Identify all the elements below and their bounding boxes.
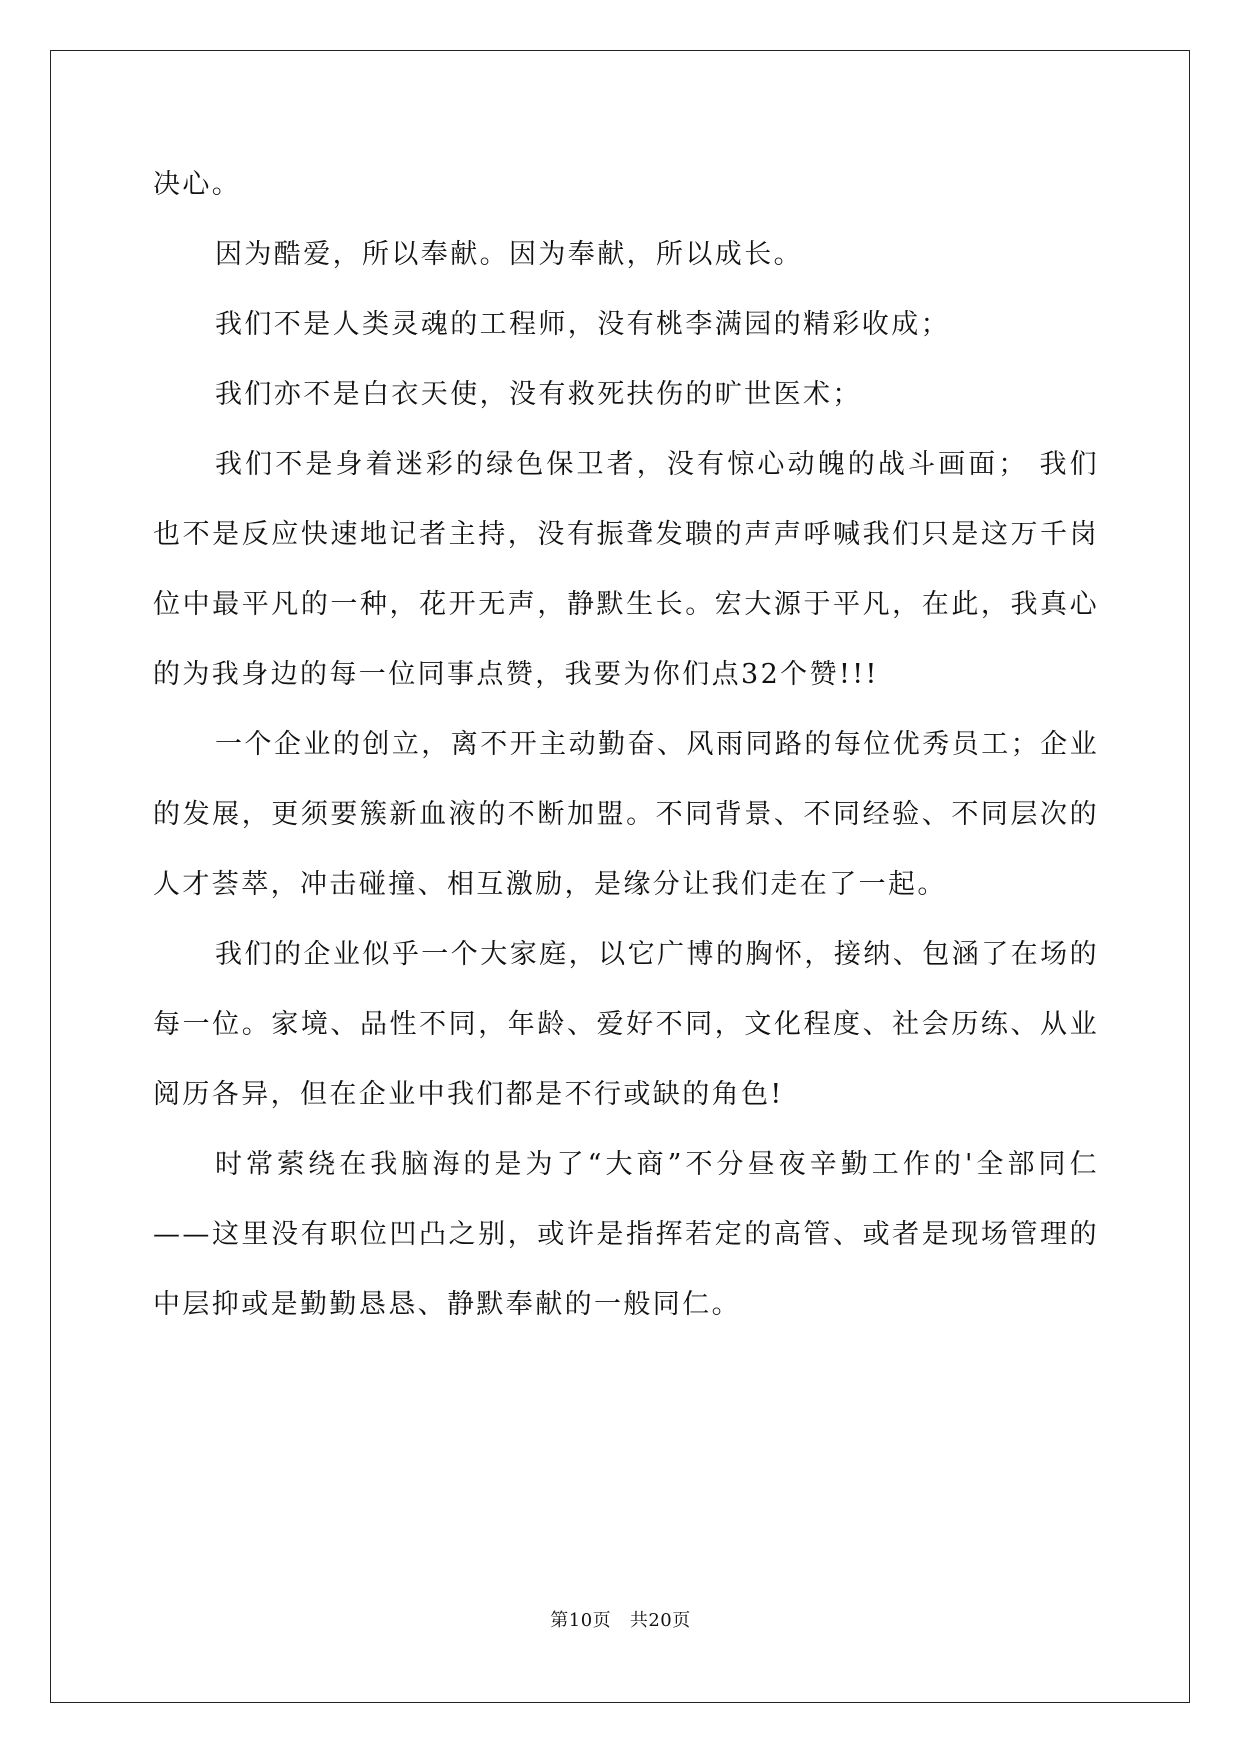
paragraph-2: 因为酷爱，所以奉献。因为奉献，所以成长。 — [215, 239, 803, 270]
paragraph-6: 一个企业的创立，离不开主动勤奋、风雨同路的每位优秀员工；企业的发展，更须要簇新血液的不断加盟。不同背景、不同经验、不同层次的人才荟萃，冲击碰撞、相互激励，是缘分让我们走在了一起。 — [153, 729, 1099, 900]
paragraph-1: 决心。 — [153, 169, 242, 200]
paragraph-4: 我们亦不是白衣天使，没有救死扶伤的旷世医术； — [215, 379, 862, 410]
page-total: 共20页 — [629, 1610, 691, 1631]
paragraph-8: 时常萦绕在我脑海的是为了“大商”不分昼夜辛勤工作的'全部同仁——这里没有职位凹凸之别，或许是指挥若定的高管、或者是现场管理的中层抑或是勤勤恳恳、静默奉献的一般同仁。 — [153, 1149, 1099, 1320]
page-footer — [0, 1606, 1241, 1632]
document-body — [153, 150, 1099, 1340]
paragraph-7: 我们的企业似乎一个大家庭，以它广博的胸怀，接纳、包涵了在场的每一位。家境、品性不同，年龄、爱好不同，文化程度、社会历练、从业阅历各异，但在企业中我们都是不行或缺的角色! — [153, 939, 1099, 1110]
paragraph-3: 我们不是人类灵魂的工程师，没有桃李满园的精彩收成； — [215, 309, 950, 340]
page-number: 第10页 — [550, 1610, 612, 1631]
footer-separator — [611, 1610, 630, 1631]
paragraph-5: 我们不是身着迷彩的绿色保卫者，没有惊心动魄的战斗画面； 我们也不是反应快速地记者主持，没有振聋发聩的声声呼喊我们只是这万千岗位中最平凡的一种，花开无声，静默生长。宏大源于平凡，在此，我真心的为我身边的每一位同事点赞，我要为你们点32个赞!!! — [153, 449, 1099, 690]
